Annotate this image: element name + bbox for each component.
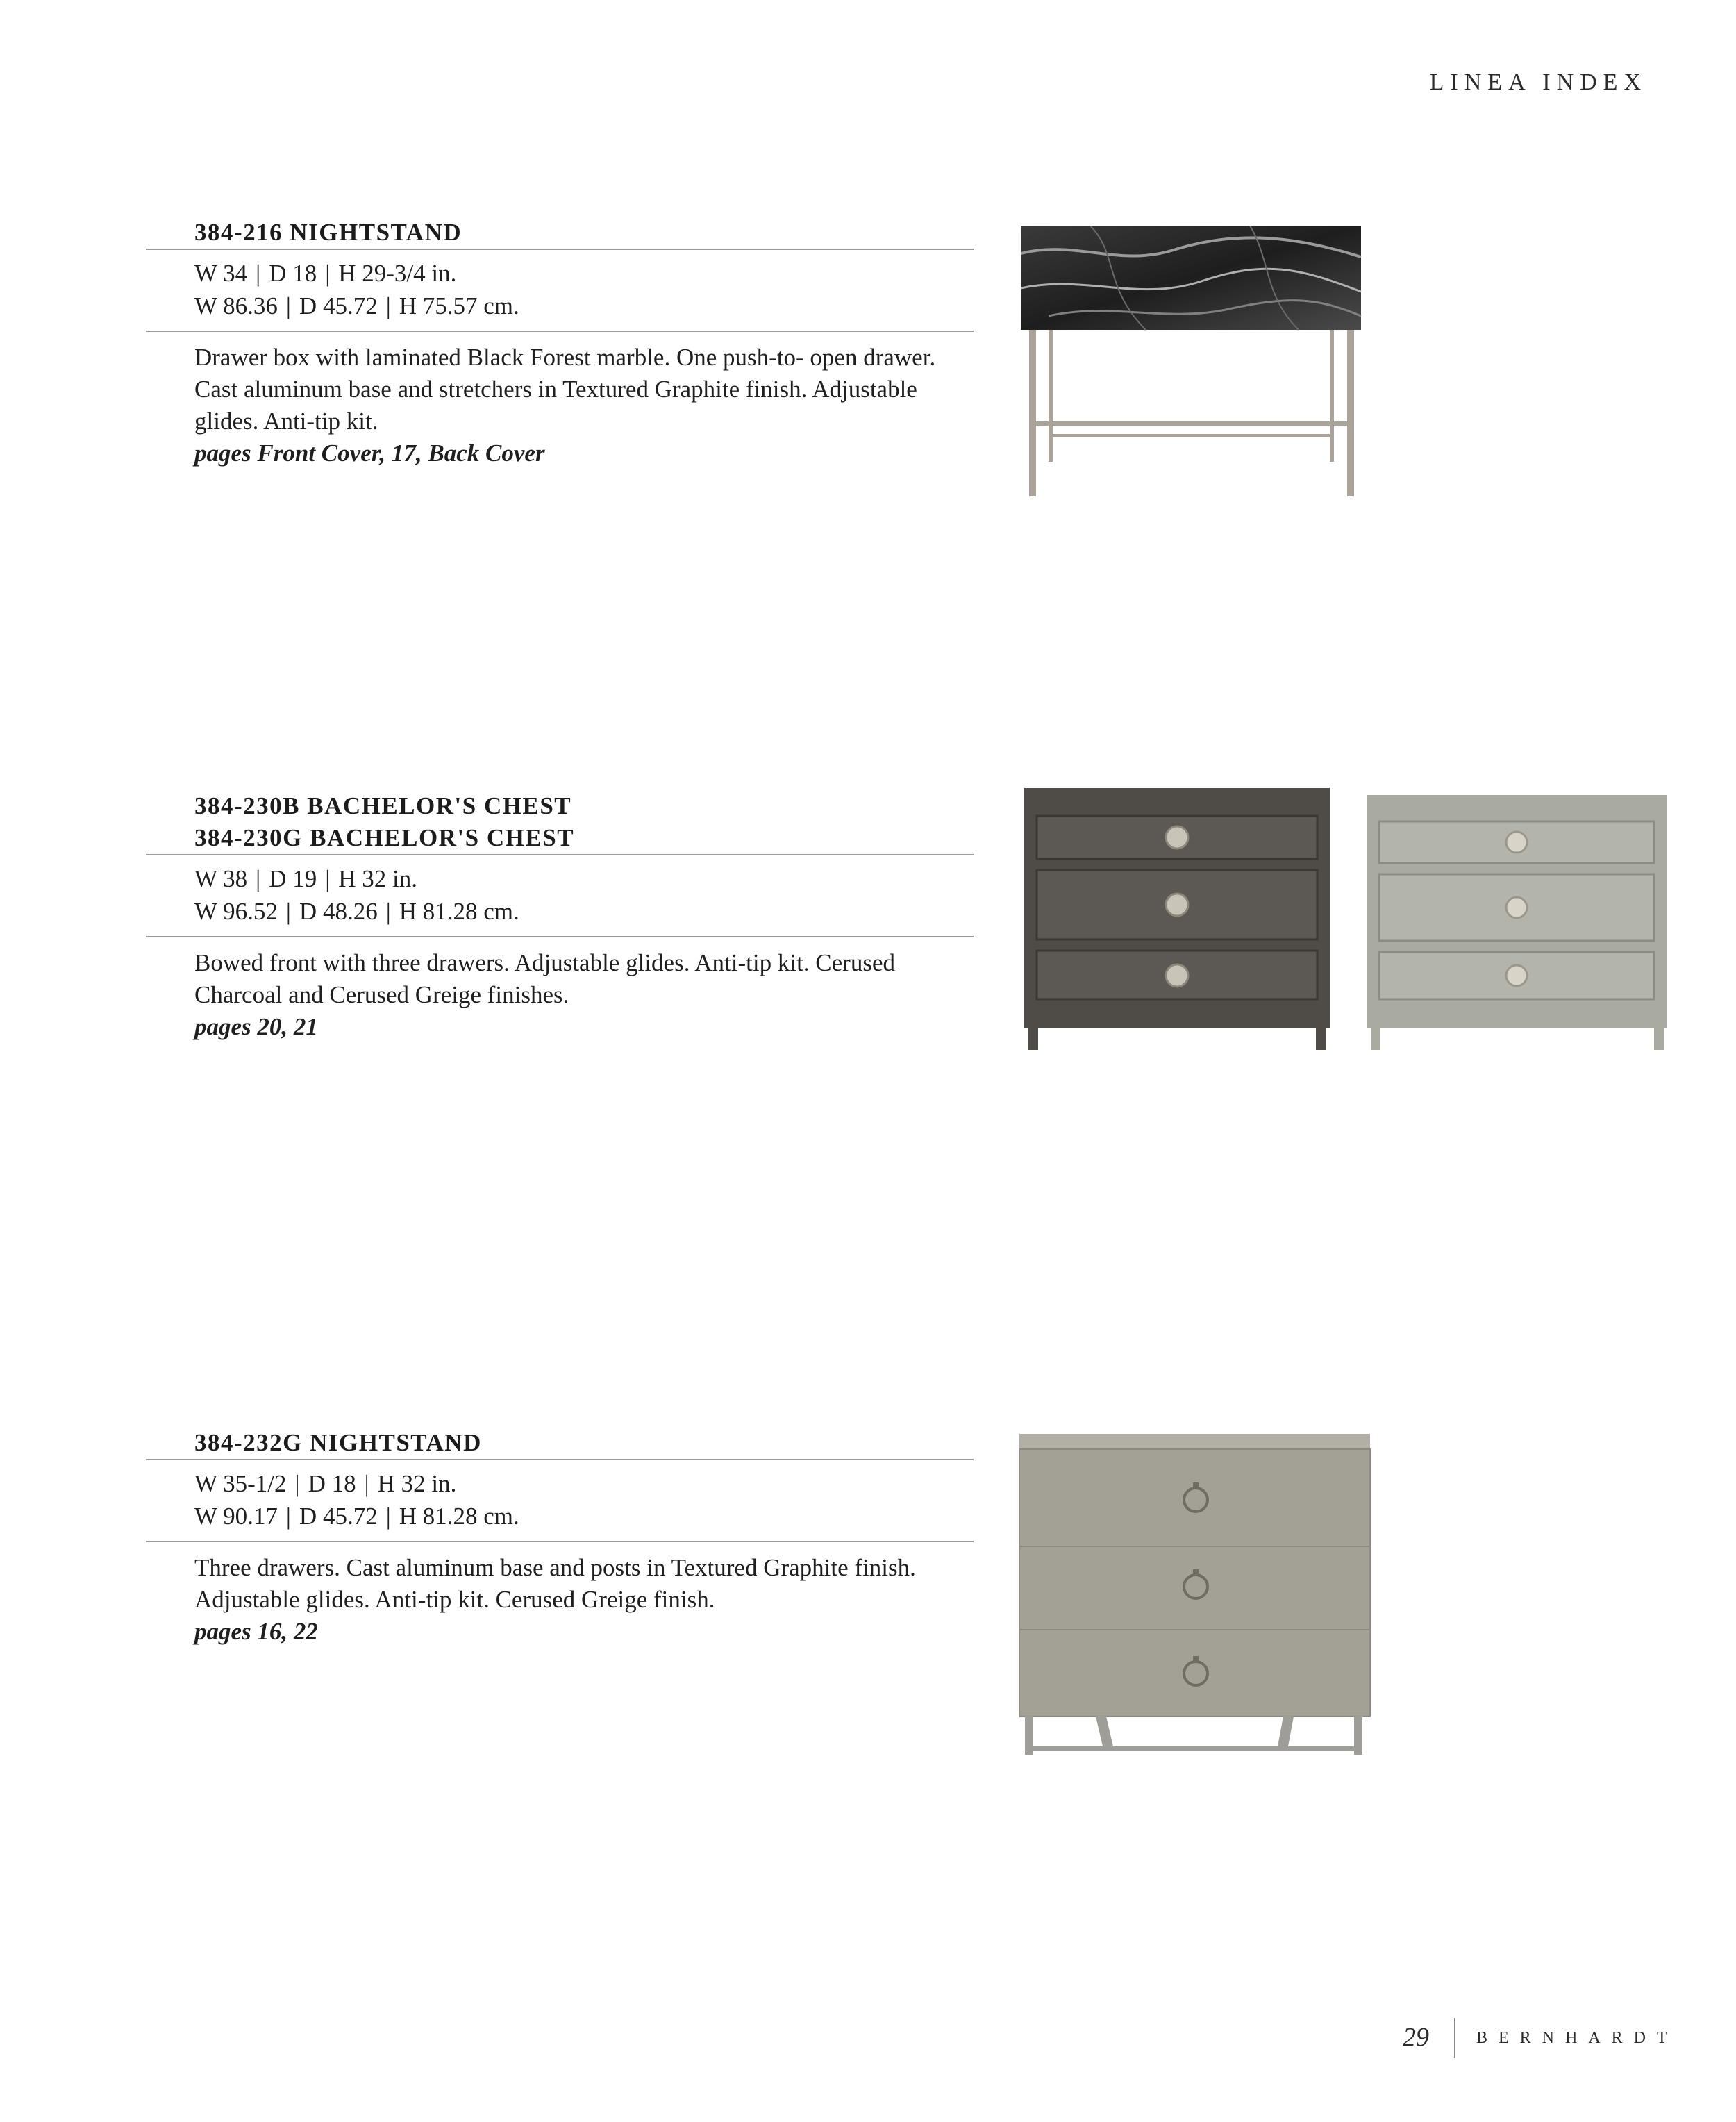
- product-entry-384-216: [146, 217, 974, 469]
- page-references: pages 16, 22: [194, 1618, 318, 1645]
- dimensions: [146, 855, 974, 936]
- running-header: LINEA INDEX: [1429, 69, 1647, 95]
- dimensions-cm: W 90.17 | D 45.72 | H 81.28 cm.: [194, 1503, 519, 1530]
- product-description: Drawer box with laminated Black Forest marble. One push-to- open drawer. Cast aluminum base and stretchers in Textured Graphite finish. Adjustable glides. Anti-tip kit. pages Front Cover, 17, Back Cover: [146, 332, 974, 469]
- page-references: pages 20, 21: [194, 1013, 318, 1040]
- dimensions-inches: W 38 | D 19 | H 32 in.: [194, 865, 417, 892]
- dimensions-cm: W 96.52 | D 48.26 | H 81.28 cm.: [194, 898, 519, 925]
- page-number: 29: [1403, 2023, 1429, 2052]
- product-description: Three drawers. Cast aluminum base and posts in Textured Graphite finish. Adjustable glides. Anti-tip kit. Cerused Greige finish. pages 16, 22: [146, 1542, 974, 1648]
- brand-name: BERNHARDT: [1476, 2029, 1678, 2047]
- bachelors-chest-charcoal-photo: [1024, 788, 1337, 1052]
- dimensions: [146, 250, 974, 331]
- dimensions-inches: W 34 | D 18 | H 29-3/4 in.: [194, 260, 457, 287]
- product-name-alt: 384-230G BACHELOR'S CHEST: [194, 824, 575, 851]
- nightstand-marble-photo: [1021, 226, 1368, 500]
- dimensions-inches: W 35-1/2 | D 18 | H 32 in.: [194, 1470, 457, 1497]
- page-references: pages Front Cover, 17, Back Cover: [194, 440, 545, 467]
- dimensions: [146, 1460, 974, 1541]
- product-name: 384-230B BACHELOR'S CHEST: [194, 792, 572, 819]
- dimensions-cm: W 86.36 | D 45.72 | H 75.57 cm.: [194, 292, 519, 319]
- product-entry-384-230: [146, 790, 974, 1043]
- product-description: Bowed front with three drawers. Adjustable glides. Anti-tip kit. Cerused Charcoal and Cerused Greige finishes. pages 20, 21: [146, 937, 974, 1043]
- product-name: 384-216 NIGHTSTAND: [194, 219, 462, 246]
- product-entry-384-232G: [146, 1427, 974, 1648]
- nightstand-greige-photo: [1019, 1434, 1374, 1757]
- product-name: 384-232G NIGHTSTAND: [194, 1429, 482, 1456]
- bachelors-chest-greige-photo: [1367, 795, 1672, 1052]
- footer-divider: [1454, 2018, 1455, 2058]
